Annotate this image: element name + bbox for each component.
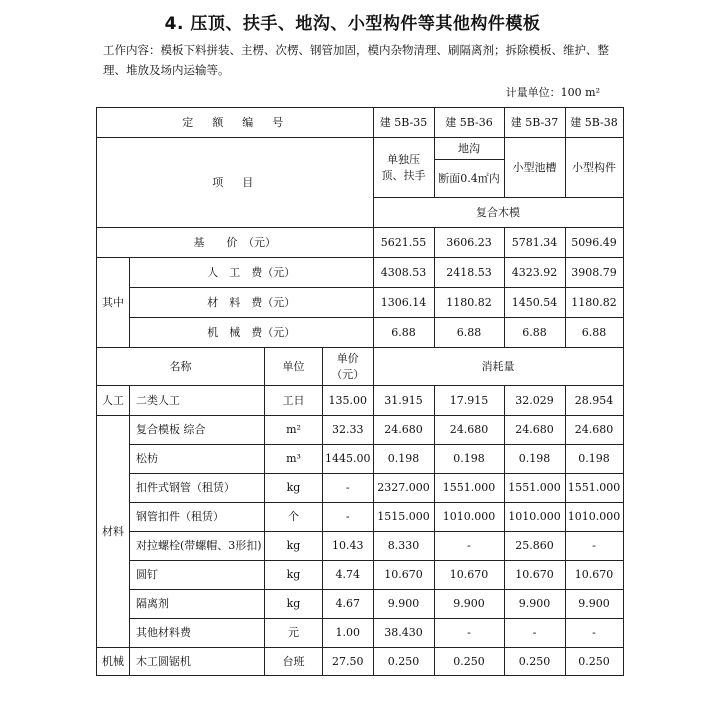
- consumption-value: 10.670: [565, 561, 623, 590]
- consumption-value: 32.029: [504, 386, 565, 416]
- consumption-value: 24.680: [373, 416, 434, 445]
- material-resource-row: [97, 416, 624, 445]
- resource-unit: kg: [265, 561, 323, 590]
- consumption-value: 9.900: [373, 590, 434, 619]
- consumption-value: 1551.000: [565, 474, 623, 503]
- resource-unit: kg: [265, 474, 323, 503]
- code-row: [97, 108, 624, 138]
- consumption-value: 1010.000: [434, 503, 504, 532]
- consumption-value: 38.430: [373, 619, 434, 648]
- base-price-row: [97, 228, 624, 258]
- resource-price: 135.00: [323, 386, 374, 416]
- formwork-type: 复合木模: [373, 198, 623, 228]
- resource-unit: kg: [265, 590, 323, 619]
- consumption-value: 0.250: [373, 648, 434, 676]
- cost-label: 机 械 费（元）: [130, 318, 374, 348]
- consumption-value: 1515.000: [373, 503, 434, 532]
- resource-name: 对拉螺栓(带螺帽、3形扣): [130, 532, 265, 561]
- price-column-header: 单价（元）: [323, 348, 374, 386]
- consumption-value: 0.250: [565, 648, 623, 676]
- resource-price: -: [323, 474, 374, 503]
- consumption-value: 1551.000: [434, 474, 504, 503]
- material-resource-row: [97, 590, 624, 619]
- resource-price: 32.33: [323, 416, 374, 445]
- cost-value: 1180.82: [434, 288, 504, 318]
- machine-group-label: 机械: [97, 648, 130, 676]
- cost-value: 1450.54: [504, 288, 565, 318]
- cost-value: 6.88: [373, 318, 434, 348]
- item-name: 断面0.4㎡内: [434, 160, 504, 198]
- resource-unit: 元: [265, 619, 323, 648]
- resource-name: 木工圆锯机: [130, 648, 265, 676]
- code-label: 定 额 编 号: [97, 108, 374, 138]
- resource-name: 圆钉: [130, 561, 265, 590]
- material-resource-row: [97, 619, 624, 648]
- consumption-value: 0.198: [565, 445, 623, 474]
- machine-resource-row: [97, 648, 624, 676]
- material-resource-row: [97, 561, 624, 590]
- consumption-value: 9.900: [434, 590, 504, 619]
- material-resource-row: [97, 474, 624, 503]
- resource-name: 隔离剂: [130, 590, 265, 619]
- base-price-value: 3606.23: [434, 228, 504, 258]
- consumption-value: 0.198: [373, 445, 434, 474]
- consumption-value: 17.915: [434, 386, 504, 416]
- consumption-value: 10.670: [504, 561, 565, 590]
- material-resource-row: [97, 532, 624, 561]
- consumption-value: 24.680: [565, 416, 623, 445]
- resource-unit: m²: [265, 416, 323, 445]
- consumption-value: 25.860: [504, 532, 565, 561]
- resource-price: -: [323, 503, 374, 532]
- cost-value: 1306.14: [373, 288, 434, 318]
- work-content: 工作内容：模板下料拼装、主楞、次楞、钢管加固，模内杂物清理、刷隔离剂；拆除模板、维护、整理、堆放及场内运输等。: [103, 43, 609, 77]
- column-header-row: [97, 348, 624, 386]
- cost-row: [97, 258, 624, 288]
- resource-unit: 台班: [265, 648, 323, 676]
- base-price-value: 5781.34: [504, 228, 565, 258]
- consumption-value: 1010.000: [565, 503, 623, 532]
- code-cell: 建 5B-37: [504, 108, 565, 138]
- material-resource-row: [97, 445, 624, 474]
- among-label: 其中: [97, 258, 130, 348]
- item-label: 项 目: [97, 138, 374, 228]
- cost-row: [97, 318, 624, 348]
- consumption-value: 10.670: [434, 561, 504, 590]
- resource-unit: 个: [265, 503, 323, 532]
- unit-column-header: 单位: [265, 348, 323, 386]
- consumption-value: 31.915: [373, 386, 434, 416]
- consumption-value: 24.680: [504, 416, 565, 445]
- quota-table: [96, 107, 624, 676]
- cost-value: 4308.53: [373, 258, 434, 288]
- consumption-column-header: 消耗量: [373, 348, 623, 386]
- item-row: [97, 138, 624, 160]
- base-price-value: 5096.49: [565, 228, 623, 258]
- resource-price: 4.67: [323, 590, 374, 619]
- resource-name: 其他材料费: [130, 619, 265, 648]
- name-column-header: 名称: [97, 348, 265, 386]
- consumption-value: -: [434, 532, 504, 561]
- resource-unit: kg: [265, 532, 323, 561]
- code-cell: 建 5B-35: [373, 108, 434, 138]
- cost-value: 3908.79: [565, 258, 623, 288]
- code-cell: 建 5B-36: [434, 108, 504, 138]
- consumption-value: -: [565, 619, 623, 648]
- consumption-value: 0.250: [504, 648, 565, 676]
- resource-price: 27.50: [323, 648, 374, 676]
- consumption-value: 0.198: [504, 445, 565, 474]
- consumption-value: 0.198: [434, 445, 504, 474]
- cost-label: 材 料 费（元）: [130, 288, 374, 318]
- cost-value: 4323.92: [504, 258, 565, 288]
- consumption-value: 24.680: [434, 416, 504, 445]
- resource-name: 扣件式钢管（租赁）: [130, 474, 265, 503]
- cost-value: 6.88: [434, 318, 504, 348]
- consumption-value: 0.250: [434, 648, 504, 676]
- consumption-value: -: [565, 532, 623, 561]
- resource-name: 松枋: [130, 445, 265, 474]
- consumption-value: 8.330: [373, 532, 434, 561]
- resource-name: 复合模板 综合: [130, 416, 265, 445]
- item-name: 单独压顶、扶手: [373, 138, 434, 198]
- resource-name: 二类人工: [130, 386, 265, 416]
- consumption-value: -: [504, 619, 565, 648]
- item-name: 小型构件: [565, 138, 623, 198]
- resource-price: 10.43: [323, 532, 374, 561]
- consumption-value: 1551.000: [504, 474, 565, 503]
- resource-price: 1445.00: [323, 445, 374, 474]
- code-cell: 建 5B-38: [565, 108, 623, 138]
- resource-unit: m³: [265, 445, 323, 474]
- cost-row: [97, 288, 624, 318]
- measure-unit: 计量单位：100 m²: [505, 86, 600, 99]
- base-price-label: 基 价 （元）: [97, 228, 374, 258]
- base-price-value: 5621.55: [373, 228, 434, 258]
- labor-resource-row: [97, 386, 624, 416]
- resource-price: 4.74: [323, 561, 374, 590]
- resource-unit: 工日: [265, 386, 323, 416]
- item-name: 小型池槽: [504, 138, 565, 198]
- cost-value: 6.88: [504, 318, 565, 348]
- consumption-value: 9.900: [504, 590, 565, 619]
- consumption-value: 28.954: [565, 386, 623, 416]
- consumption-value: 9.900: [565, 590, 623, 619]
- material-group-label: 材料: [97, 416, 130, 648]
- resource-name: 钢管扣件（租赁）: [130, 503, 265, 532]
- cost-label: 人 工 费（元）: [130, 258, 374, 288]
- cost-value: 6.88: [565, 318, 623, 348]
- cost-value: 2418.53: [434, 258, 504, 288]
- labor-group-label: 人工: [97, 386, 130, 416]
- resource-price: 1.00: [323, 619, 374, 648]
- consumption-value: 2327.000: [373, 474, 434, 503]
- consumption-value: 1010.000: [504, 503, 565, 532]
- material-resource-row: [97, 503, 624, 532]
- page-title: 4. 压顶、扶手、地沟、小型构件等其他构件模板: [164, 14, 541, 34]
- cost-value: 1180.82: [565, 288, 623, 318]
- ditch-label: 地沟: [434, 138, 504, 160]
- consumption-value: -: [434, 619, 504, 648]
- consumption-value: 10.670: [373, 561, 434, 590]
